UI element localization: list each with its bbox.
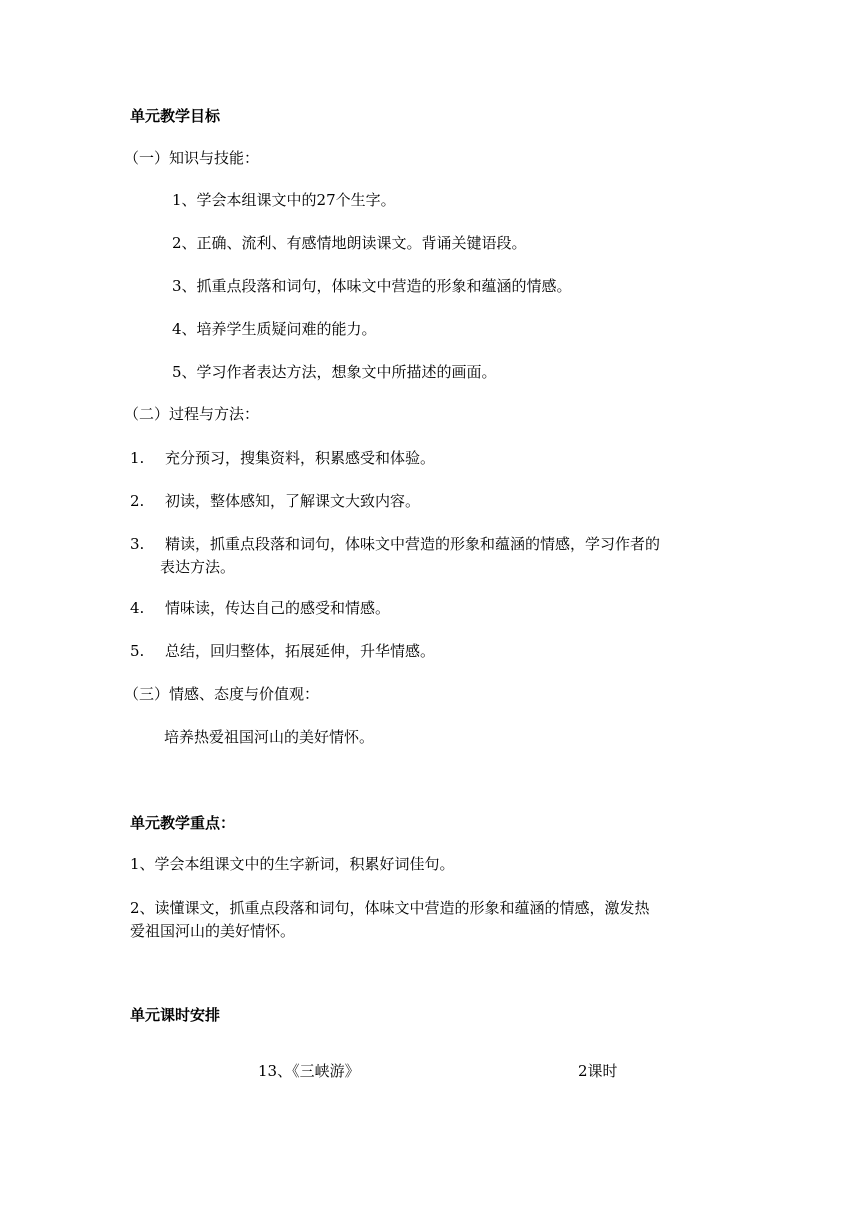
list-text: 精读，抓重点段落和词句，体味文中营造的形象和蕴涵的情感，学习作者的	[165, 535, 661, 553]
list-number: 2.	[130, 492, 145, 510]
section1-item-1: 1、学会本组课文中的27个生字。	[172, 191, 396, 209]
section2-item-3-continued: 表达方法。	[160, 558, 236, 576]
schedule-title: 单元课时安排	[130, 1006, 221, 1024]
section3-heading: （三）情感、态度与价值观：	[124, 685, 320, 703]
schedule-hours: 2课时	[578, 1062, 618, 1080]
keypoints-title: 单元教学重点：	[130, 814, 236, 832]
section1-item-2: 2、正确、流利、有感情地朗读课文。背诵关键语段。	[172, 234, 527, 252]
list-number: 3.	[130, 535, 145, 553]
section1-item-5: 5、学习作者表达方法，想象文中所描述的画面。	[172, 363, 497, 381]
list-text: 总结，回归整体，拓展延伸，升华情感。	[165, 642, 436, 660]
list-text: 充分预习，搜集资料，积累感受和体验。	[165, 449, 436, 467]
schedule-lesson: 13、《三峡游》	[258, 1062, 360, 1080]
list-text: 情味读，传达自己的感受和情感。	[165, 599, 391, 617]
list-text: 初读，整体感知，了解课文大致内容。	[165, 492, 421, 510]
keypoints-item-2: 2、读懂课文，抓重点段落和词句，体味文中营造的形象和蕴涵的情感，激发热	[130, 899, 650, 917]
section3-text: 培养热爱祖国河山的美好情怀。	[164, 728, 375, 746]
section1-item-3: 3、抓重点段落和词句，体味文中营造的形象和蕴涵的情感。	[172, 277, 572, 295]
section1-heading: （一）知识与技能：	[124, 149, 260, 167]
list-number: 1.	[130, 449, 145, 467]
section1-item-4: 4、培养学生质疑问难的能力。	[172, 320, 377, 338]
goals-title: 单元教学目标	[130, 107, 221, 125]
list-number: 5.	[130, 642, 145, 660]
section2-heading: （二）过程与方法：	[124, 405, 260, 423]
list-number: 4.	[130, 599, 145, 617]
keypoints-item-1: 1、学会本组课文中的生字新词，积累好词佳句。	[130, 855, 455, 873]
keypoints-item-2-continued: 爱祖国河山的美好情怀。	[130, 922, 296, 940]
